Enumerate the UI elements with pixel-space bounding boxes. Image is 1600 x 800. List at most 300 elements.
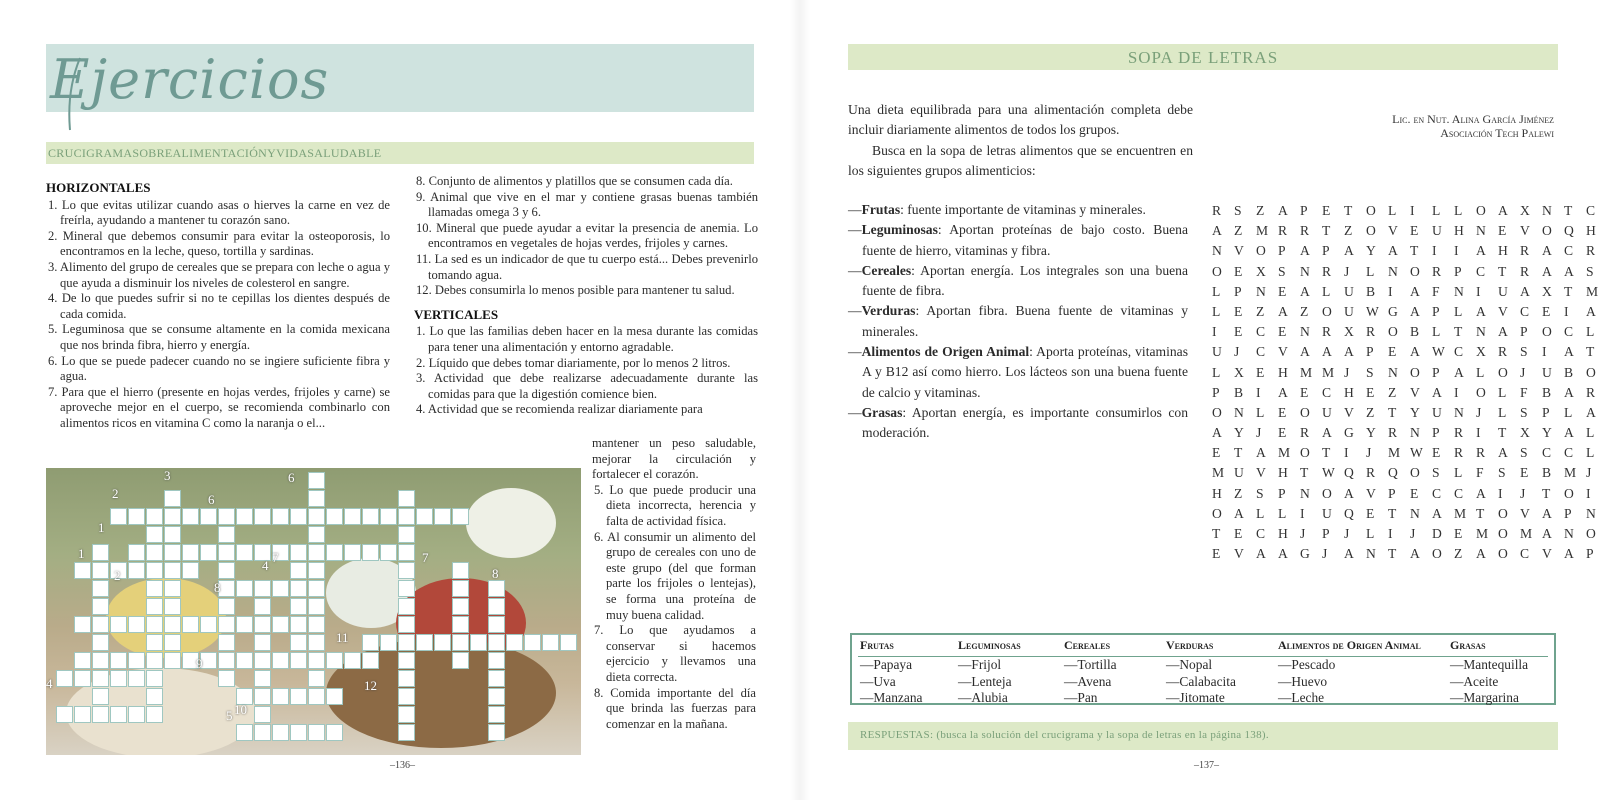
word-search-letter[interactable]: R <box>1586 384 1596 400</box>
word-search-letter[interactable]: R <box>1300 425 1310 441</box>
crossword-cell[interactable] <box>452 508 469 525</box>
word-search-letter[interactable]: C <box>1586 203 1596 218</box>
word-search-letter[interactable]: Y <box>1234 425 1244 441</box>
crossword-cell[interactable] <box>434 634 451 651</box>
word-search-letter[interactable]: Z <box>1454 546 1463 562</box>
word-search-letter[interactable]: P <box>1586 546 1594 562</box>
word-search-letter[interactable]: C <box>1520 303 1530 319</box>
word-search-letter[interactable]: O <box>1432 546 1442 562</box>
word-search-letter[interactable]: G <box>1344 425 1354 441</box>
word-search-letter[interactable]: R <box>1366 324 1376 340</box>
word-search-letter[interactable]: N <box>1564 526 1574 541</box>
word-search-letter[interactable]: B <box>1564 364 1574 380</box>
word-search-letter[interactable]: E <box>1278 425 1287 441</box>
word-search-letter[interactable]: S <box>1278 263 1286 279</box>
word-search-letter[interactable]: T <box>1322 445 1331 461</box>
crossword-cell[interactable] <box>164 508 181 525</box>
word-search-letter[interactable]: N <box>1586 505 1596 521</box>
crossword-cell[interactable] <box>218 598 235 615</box>
word-search-letter[interactable]: I <box>1256 384 1261 400</box>
word-search-letter[interactable]: O <box>1300 445 1310 461</box>
word-search-letter[interactable]: A <box>1344 344 1354 360</box>
word-search-letter[interactable]: B <box>1234 384 1244 400</box>
word-search-letter[interactable]: M <box>1586 283 1599 299</box>
word-search-letter[interactable]: I <box>1454 243 1459 259</box>
crossword-cell[interactable] <box>218 670 235 687</box>
word-search-letter[interactable]: L <box>1476 364 1485 380</box>
crossword-cell[interactable] <box>236 508 253 525</box>
crossword-cell[interactable] <box>218 508 235 525</box>
crossword-cell[interactable] <box>272 580 289 597</box>
word-search-letter[interactable]: E <box>1366 505 1375 521</box>
word-search-letter[interactable]: R <box>1388 425 1398 441</box>
word-search-letter[interactable]: A <box>1410 344 1420 360</box>
crossword-cell[interactable] <box>344 652 361 669</box>
crossword-cell[interactable] <box>308 616 325 633</box>
word-search-letter[interactable]: N <box>1234 404 1244 420</box>
crossword-cell[interactable] <box>254 616 271 633</box>
word-search-letter[interactable]: P <box>1322 526 1330 541</box>
crossword-cell[interactable] <box>74 616 91 633</box>
crossword-cell[interactable] <box>290 598 307 615</box>
crossword-cell[interactable] <box>398 580 415 597</box>
crossword-cell[interactable] <box>182 508 199 525</box>
crossword-cell[interactable] <box>254 508 271 525</box>
crossword-cell[interactable] <box>326 724 343 741</box>
word-search-letter[interactable]: J <box>1476 404 1482 420</box>
word-search-letter[interactable]: T <box>1322 223 1331 239</box>
word-search-letter[interactable]: V <box>1410 384 1420 400</box>
crossword-cell[interactable] <box>110 670 127 687</box>
word-search-letter[interactable]: I <box>1476 425 1481 441</box>
word-search-letter[interactable]: A <box>1476 243 1486 259</box>
word-search-letter[interactable]: C <box>1542 445 1552 461</box>
word-search-letter[interactable]: E <box>1234 324 1243 340</box>
word-search-letter[interactable]: U <box>1432 404 1442 420</box>
crossword-cell[interactable] <box>128 670 145 687</box>
word-search-letter[interactable]: A <box>1234 505 1244 521</box>
crossword-cell[interactable] <box>488 652 505 669</box>
word-search-letter[interactable]: L <box>1498 404 1507 420</box>
crossword-cell[interactable] <box>398 670 415 687</box>
word-search-letter[interactable]: A <box>1410 546 1420 562</box>
word-search-letter[interactable]: R <box>1454 425 1464 441</box>
crossword-cell[interactable] <box>398 562 415 579</box>
word-search-letter[interactable]: T <box>1388 546 1397 562</box>
crossword-cell[interactable] <box>272 508 289 525</box>
word-search-letter[interactable]: I <box>1344 445 1349 461</box>
word-search-letter[interactable]: E <box>1388 344 1397 360</box>
word-search-letter[interactable]: T <box>1454 324 1463 340</box>
crossword-cell[interactable] <box>290 508 307 525</box>
crossword-cell[interactable] <box>470 634 487 651</box>
word-search-letter[interactable]: J <box>1366 445 1372 461</box>
word-search-letter[interactable]: O <box>1322 485 1332 501</box>
word-search-letter[interactable]: S <box>1432 465 1440 481</box>
word-search-letter[interactable]: A <box>1564 546 1574 562</box>
word-search-letter[interactable]: A <box>1498 445 1508 461</box>
word-search-letter[interactable]: O <box>1410 263 1420 279</box>
word-search-letter[interactable]: A <box>1344 243 1354 259</box>
word-search-letter[interactable]: A <box>1432 505 1442 521</box>
word-search-letter[interactable]: Z <box>1234 223 1243 239</box>
word-search-letter[interactable]: T <box>1542 485 1551 501</box>
word-search-letter[interactable]: J <box>1256 425 1262 441</box>
word-search-letter[interactable]: I <box>1300 505 1305 521</box>
crossword-cell[interactable] <box>254 580 271 597</box>
crossword-cell[interactable] <box>398 634 415 651</box>
word-search-letter[interactable]: U <box>1212 344 1222 360</box>
word-search-letter[interactable]: P <box>1432 364 1440 380</box>
word-search-letter[interactable]: A <box>1388 243 1398 259</box>
word-search-letter[interactable]: A <box>1212 425 1222 441</box>
word-search-letter[interactable]: I <box>1498 485 1503 501</box>
word-search-letter[interactable]: O <box>1212 263 1222 279</box>
word-search-letter[interactable]: V <box>1278 344 1288 360</box>
word-search-letter[interactable]: T <box>1388 505 1397 521</box>
crossword-cell[interactable] <box>128 652 145 669</box>
word-search-letter[interactable]: A <box>1476 546 1486 562</box>
word-search-letter[interactable]: A <box>1586 303 1596 319</box>
crossword-cell[interactable] <box>416 634 433 651</box>
word-search-letter[interactable]: V <box>1234 243 1244 259</box>
word-search-letter[interactable]: O <box>1498 505 1508 521</box>
crossword-cell[interactable] <box>488 634 505 651</box>
word-search-letter[interactable]: R <box>1520 243 1530 259</box>
word-search-letter[interactable]: E <box>1278 283 1287 299</box>
word-search-letter[interactable]: O <box>1586 364 1596 380</box>
crossword-cell[interactable] <box>308 670 325 687</box>
word-search-letter[interactable]: T <box>1212 526 1221 541</box>
word-search-letter[interactable]: S <box>1498 465 1506 481</box>
word-search-letter[interactable]: A <box>1564 263 1574 279</box>
word-search-letter[interactable]: L <box>1432 203 1441 218</box>
crossword-cell[interactable] <box>290 724 307 741</box>
word-search-letter[interactable]: A <box>1520 283 1530 299</box>
crossword-cell[interactable] <box>398 598 415 615</box>
word-search-letter[interactable]: T <box>1344 203 1353 218</box>
word-search-letter[interactable]: L <box>1256 404 1265 420</box>
word-search-letter[interactable]: A <box>1300 283 1310 299</box>
crossword-cell[interactable] <box>272 652 289 669</box>
word-search-letter[interactable]: N <box>1256 283 1266 299</box>
word-search-letter[interactable]: U <box>1432 223 1442 239</box>
crossword-cell[interactable] <box>452 598 469 615</box>
word-search-letter[interactable]: N <box>1410 505 1420 521</box>
word-search-letter[interactable]: A <box>1278 384 1288 400</box>
word-search-letter[interactable]: R <box>1278 223 1288 239</box>
word-search-letter[interactable]: P <box>1432 303 1440 319</box>
crossword-cell[interactable] <box>164 616 181 633</box>
word-search-letter[interactable]: Y <box>1410 404 1420 420</box>
crossword-cell[interactable] <box>236 580 253 597</box>
word-search-letter[interactable]: P <box>1300 203 1308 218</box>
word-search-letter[interactable]: P <box>1278 243 1286 259</box>
crossword-cell[interactable] <box>326 508 343 525</box>
crossword-cell[interactable] <box>308 472 325 489</box>
crossword-cell[interactable] <box>254 706 271 723</box>
crossword-cell[interactable] <box>308 490 325 507</box>
word-search-letter[interactable]: A <box>1278 546 1288 562</box>
word-search-letter[interactable]: A <box>1476 485 1486 501</box>
crossword-cell[interactable] <box>326 544 343 561</box>
crossword-cell[interactable] <box>92 616 109 633</box>
crossword-cell[interactable] <box>416 508 433 525</box>
word-search-letter[interactable]: R <box>1454 445 1464 461</box>
crossword-cell[interactable] <box>560 634 577 651</box>
crossword-cell[interactable] <box>146 562 163 579</box>
word-search-letter[interactable]: T <box>1498 263 1507 279</box>
word-search-letter[interactable]: W <box>1366 303 1379 319</box>
word-search-letter[interactable]: C <box>1432 485 1442 501</box>
crossword-cell[interactable] <box>128 508 145 525</box>
word-search-letter[interactable]: P <box>1234 283 1242 299</box>
crossword-cell[interactable] <box>110 706 127 723</box>
word-search-letter[interactable]: I <box>1388 526 1393 541</box>
crossword-cell[interactable] <box>308 652 325 669</box>
word-search-letter[interactable]: A <box>1344 546 1354 562</box>
word-search-letter[interactable]: U <box>1498 283 1508 299</box>
crossword-cell[interactable] <box>290 580 307 597</box>
word-search-letter[interactable]: T <box>1498 425 1507 441</box>
word-search-letter[interactable]: L <box>1586 324 1595 340</box>
word-search-letter[interactable]: P <box>1278 485 1286 501</box>
crossword-cell[interactable] <box>218 652 235 669</box>
crossword-cell[interactable] <box>308 724 325 741</box>
word-search-letter[interactable]: V <box>1520 505 1530 521</box>
crossword-cell[interactable] <box>434 508 451 525</box>
word-search-letter[interactable]: L <box>1212 283 1221 299</box>
word-search-letter[interactable]: L <box>1498 384 1507 400</box>
word-search-letter[interactable]: R <box>1432 263 1442 279</box>
crossword-cell[interactable] <box>236 724 253 741</box>
word-search-letter[interactable]: O <box>1410 465 1420 481</box>
word-search-letter[interactable]: O <box>1366 203 1376 218</box>
crossword-cell[interactable] <box>308 526 325 543</box>
word-search-letter[interactable]: A <box>1498 203 1508 218</box>
word-search-letter[interactable]: X <box>1234 364 1244 380</box>
crossword-cell[interactable] <box>110 652 127 669</box>
word-search-letter[interactable]: R <box>1476 445 1486 461</box>
crossword-cell[interactable] <box>290 634 307 651</box>
crossword-cell[interactable] <box>344 544 361 561</box>
word-search-letter[interactable]: S <box>1234 203 1242 218</box>
word-search-letter[interactable]: J <box>1234 344 1240 360</box>
crossword-cell[interactable] <box>146 634 163 651</box>
crossword-cell[interactable] <box>398 652 415 669</box>
crossword-cell[interactable] <box>74 562 91 579</box>
crossword-cell[interactable] <box>452 652 469 669</box>
word-search-letter[interactable]: W <box>1322 465 1335 481</box>
word-search-letter[interactable]: B <box>1366 283 1376 299</box>
crossword-cell[interactable] <box>164 580 181 597</box>
word-search-letter[interactable]: M <box>1322 364 1335 380</box>
crossword-cell[interactable] <box>308 688 325 705</box>
word-search-letter[interactable]: E <box>1212 445 1221 461</box>
word-search-letter[interactable]: M <box>1454 505 1467 521</box>
word-search-letter[interactable]: L <box>1322 283 1331 299</box>
word-search-letter[interactable]: O <box>1322 303 1332 319</box>
word-search-letter[interactable]: N <box>1388 263 1398 279</box>
crossword-cell[interactable] <box>308 634 325 651</box>
word-search-letter[interactable]: E <box>1498 223 1507 239</box>
word-search-letter[interactable]: P <box>1322 243 1330 259</box>
word-search-letter[interactable]: H <box>1454 223 1464 239</box>
word-search-letter[interactable]: Y <box>1366 425 1376 441</box>
crossword-cell[interactable] <box>92 544 109 561</box>
word-search-letter[interactable]: L <box>1366 526 1375 541</box>
word-search-letter[interactable]: A <box>1256 445 1266 461</box>
crossword-cell[interactable] <box>254 652 271 669</box>
crossword-cell[interactable] <box>146 616 163 633</box>
word-search-letter[interactable]: O <box>1542 324 1552 340</box>
word-search-letter[interactable]: Q <box>1564 223 1574 239</box>
crossword-cell[interactable] <box>524 634 541 651</box>
word-search-letter[interactable]: L <box>1586 445 1595 461</box>
crossword-cell[interactable] <box>326 688 343 705</box>
crossword-cell[interactable] <box>398 688 415 705</box>
word-search-letter[interactable]: T <box>1300 465 1309 481</box>
word-search-letter[interactable]: Q <box>1344 465 1354 481</box>
crossword-cell[interactable] <box>164 562 181 579</box>
word-search-letter[interactable]: I <box>1432 243 1437 259</box>
crossword-cell[interactable] <box>290 652 307 669</box>
crossword-cell[interactable] <box>326 652 343 669</box>
word-search-letter[interactable]: O <box>1498 364 1508 380</box>
word-search-letter[interactable]: E <box>1410 223 1419 239</box>
crossword-cell[interactable] <box>452 616 469 633</box>
word-search-letter[interactable]: F <box>1476 465 1484 481</box>
word-search-letter[interactable]: E <box>1212 546 1221 562</box>
word-search-letter[interactable]: O <box>1410 364 1420 380</box>
word-search-letter[interactable]: H <box>1212 485 1222 501</box>
word-search-letter[interactable]: I <box>1564 303 1569 319</box>
crossword-cell[interactable] <box>290 688 307 705</box>
word-search-letter[interactable]: U <box>1542 364 1552 380</box>
crossword-cell[interactable] <box>398 526 415 543</box>
crossword-cell[interactable] <box>398 544 415 561</box>
word-search-letter[interactable]: A <box>1454 364 1464 380</box>
crossword-cell[interactable] <box>488 688 505 705</box>
word-search-letter[interactable]: P <box>1564 505 1572 521</box>
word-search-letter[interactable]: S <box>1256 485 1264 501</box>
word-search-letter[interactable]: L <box>1564 404 1573 420</box>
word-search-letter[interactable]: S <box>1586 263 1594 279</box>
word-search-letter[interactable]: A <box>1498 324 1508 340</box>
crossword-cell[interactable] <box>362 652 379 669</box>
word-search-letter[interactable]: M <box>1256 223 1269 239</box>
word-search-letter[interactable]: L <box>1278 505 1287 521</box>
word-search-letter[interactable]: U <box>1344 303 1354 319</box>
word-search-letter[interactable]: M <box>1564 465 1577 481</box>
word-search-letter[interactable]: T <box>1410 243 1419 259</box>
word-search-letter[interactable]: A <box>1410 283 1420 299</box>
word-search-letter[interactable]: E <box>1300 384 1309 400</box>
word-search-letter[interactable]: C <box>1454 344 1464 360</box>
word-search-letter[interactable]: H <box>1498 243 1508 259</box>
crossword-cell[interactable] <box>146 544 163 561</box>
word-search-letter[interactable]: P <box>1520 324 1528 340</box>
word-search-letter[interactable]: N <box>1410 425 1420 441</box>
crossword-cell[interactable] <box>74 670 91 687</box>
crossword-cell[interactable] <box>308 544 325 561</box>
word-search-letter[interactable]: C <box>1476 263 1486 279</box>
word-search-letter[interactable]: J <box>1344 364 1350 380</box>
word-search-letter[interactable]: A <box>1542 526 1552 541</box>
word-search-letter[interactable]: I <box>1388 283 1393 299</box>
word-search-letter[interactable]: E <box>1234 263 1243 279</box>
word-search-letter[interactable]: N <box>1300 485 1310 501</box>
word-search-letter[interactable]: R <box>1322 263 1332 279</box>
word-search-letter[interactable]: N <box>1542 203 1552 218</box>
crossword-cell[interactable] <box>128 706 145 723</box>
word-search-letter[interactable]: X <box>1520 203 1530 218</box>
word-search-letter[interactable]: V <box>1520 223 1530 239</box>
word-search-letter[interactable]: W <box>1432 344 1445 360</box>
word-search-letter[interactable]: P <box>1432 425 1440 441</box>
word-search-letter[interactable]: A <box>1586 404 1596 420</box>
word-search-letter[interactable]: O <box>1498 546 1508 562</box>
word-search-letter[interactable]: O <box>1476 384 1486 400</box>
crossword-cell[interactable] <box>398 490 415 507</box>
word-search-letter[interactable]: T <box>1586 344 1595 360</box>
crossword-cell[interactable] <box>146 706 163 723</box>
word-search-letter[interactable]: O <box>1476 203 1486 218</box>
word-search-letter[interactable]: M <box>1388 445 1401 461</box>
crossword-cell[interactable] <box>488 706 505 723</box>
crossword-cell[interactable] <box>146 598 163 615</box>
word-search-letter[interactable]: V <box>1498 303 1508 319</box>
word-search-letter[interactable]: J <box>1344 526 1350 541</box>
word-search-letter[interactable]: X <box>1542 283 1552 299</box>
crossword-cell[interactable] <box>308 598 325 615</box>
word-search-letter[interactable]: A <box>1542 505 1552 521</box>
word-search-letter[interactable]: C <box>1564 445 1574 461</box>
word-search-letter[interactable]: H <box>1278 465 1288 481</box>
crossword-cell[interactable] <box>182 616 199 633</box>
word-search-letter[interactable]: X <box>1256 263 1266 279</box>
crossword-cell[interactable] <box>146 526 163 543</box>
crossword-cell[interactable] <box>146 652 163 669</box>
crossword-cell[interactable] <box>506 634 523 651</box>
word-search-letter[interactable]: C <box>1564 243 1574 259</box>
crossword-cell[interactable] <box>254 598 271 615</box>
word-search-letter[interactable]: A <box>1344 485 1354 501</box>
word-search-letter[interactable]: T <box>1476 505 1485 521</box>
crossword-cell[interactable] <box>362 634 379 651</box>
crossword-cell[interactable] <box>182 544 199 561</box>
word-search-letter[interactable]: H <box>1344 384 1354 400</box>
crossword-cell[interactable] <box>56 670 73 687</box>
word-search-letter[interactable]: E <box>1520 465 1529 481</box>
word-search-letter[interactable]: E <box>1278 324 1287 340</box>
word-search-letter[interactable]: V <box>1256 465 1266 481</box>
word-search-letter[interactable]: E <box>1278 404 1287 420</box>
crossword-cell[interactable] <box>254 634 271 651</box>
crossword-cell[interactable] <box>236 616 253 633</box>
word-search-letter[interactable]: P <box>1388 485 1396 501</box>
crossword-cell[interactable] <box>164 652 181 669</box>
word-search-letter[interactable]: R <box>1498 344 1508 360</box>
word-search-letter[interactable]: R <box>1366 465 1376 481</box>
word-search-letter[interactable]: A <box>1322 344 1332 360</box>
word-search-letter[interactable]: F <box>1520 384 1528 400</box>
word-search-letter[interactable]: V <box>1388 223 1398 239</box>
word-search-letter[interactable]: A <box>1278 303 1288 319</box>
word-search-letter[interactable]: O <box>1498 526 1508 541</box>
word-search-letter[interactable]: V <box>1234 546 1244 562</box>
word-search-letter[interactable]: V <box>1366 485 1376 501</box>
